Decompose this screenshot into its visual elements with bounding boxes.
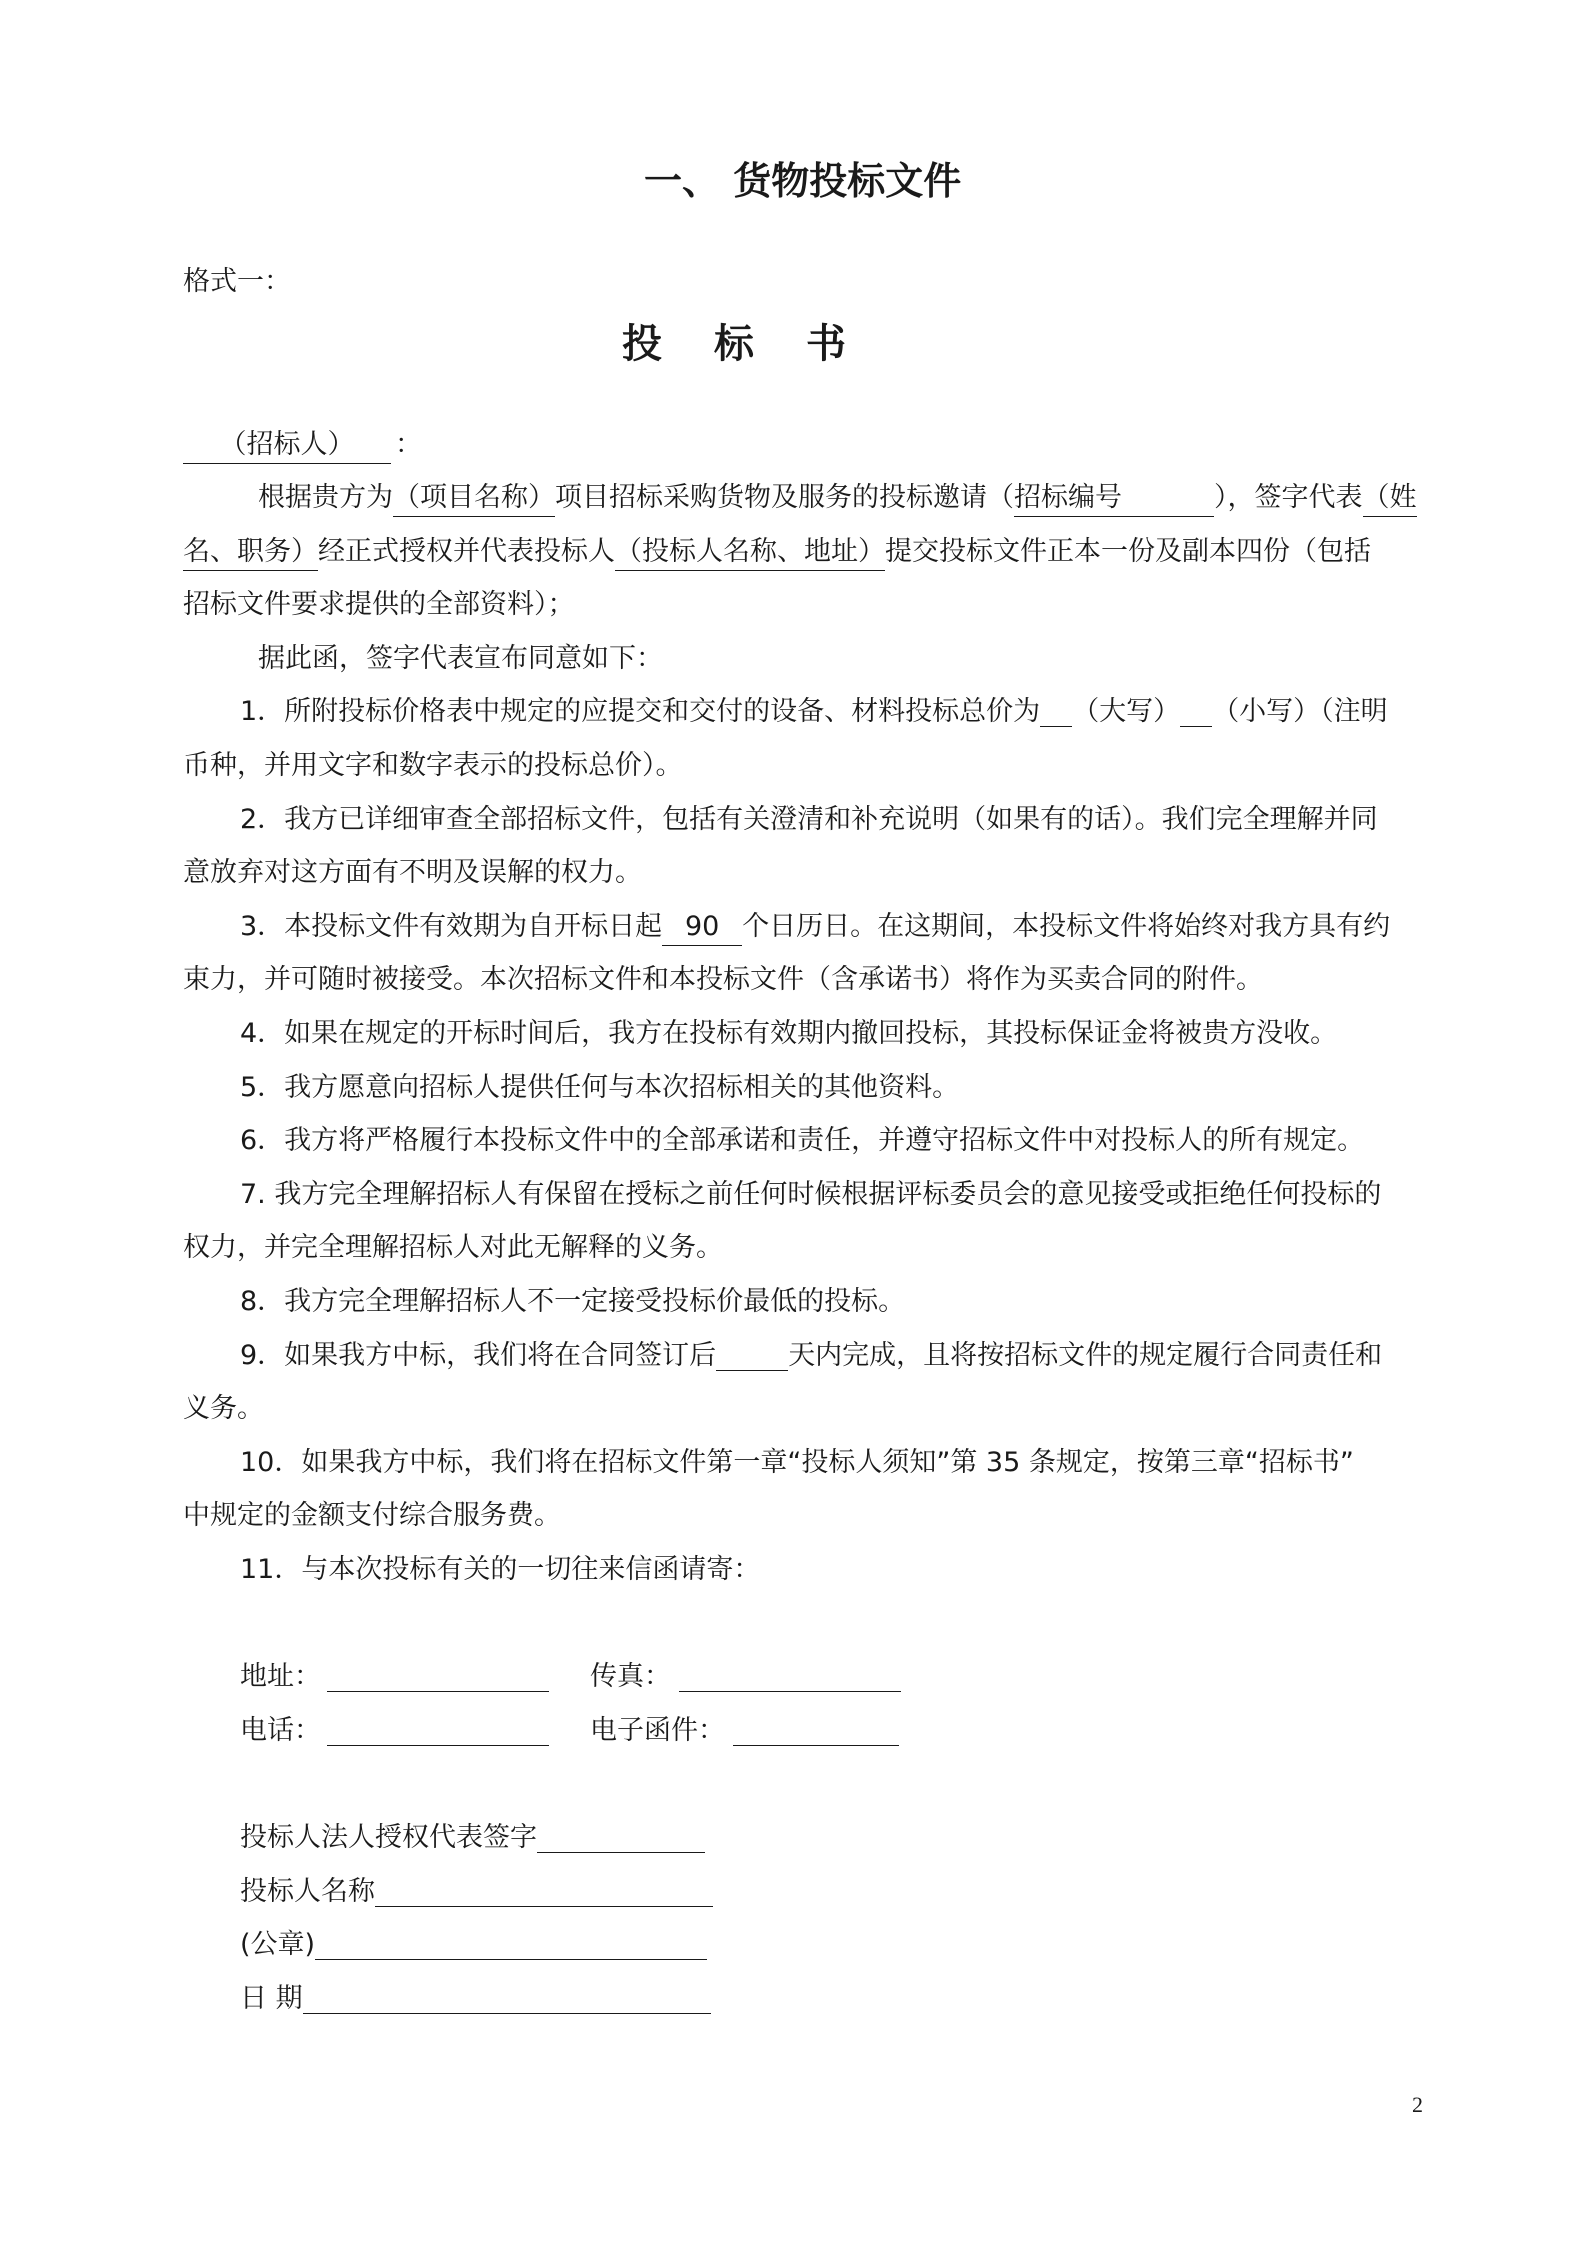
- address-blank: [327, 1657, 549, 1692]
- item-4: 4．如果在规定的开标时间后，我方在投标有效期内撤回投标，其投标保证金将被贵方没收。: [240, 1018, 1338, 1049]
- seal-row: [240, 1925, 707, 1965]
- date-label: 日 期: [240, 1983, 303, 2014]
- intro-line-1: [258, 478, 1417, 518]
- seal-blank: [315, 1925, 707, 1960]
- item-3-line-2: 束力，并可随时被接受。本次招标文件和本投标文件（含承诺书）将作为买卖合同的附件。: [183, 964, 1263, 995]
- address-label: 地址：: [240, 1661, 321, 1692]
- price-figures-blank: [1180, 692, 1212, 727]
- bidder-name-label: 投标人名称: [240, 1876, 375, 1907]
- rep-sign-blank: [537, 1818, 705, 1853]
- intro-line-2: [183, 532, 1371, 572]
- intro-text: ），签字代表: [1214, 482, 1363, 513]
- item-1-line-2: 币种，并用文字和数字表示的投标总价）。: [183, 750, 683, 781]
- item-7-line-2: 权力，并完全理解招标人对此无解释的义务。: [183, 1232, 723, 1263]
- item-2-line-2: 意放弃对这方面有不明及误解的权力。: [183, 857, 642, 888]
- intro-text: 根据贵方为: [258, 482, 393, 513]
- addressee-line: [183, 425, 422, 465]
- phone-blank: [327, 1711, 549, 1746]
- item-text: 1．所附投标价格表中规定的应提交和交付的设备、材料投标总价为: [240, 696, 1041, 727]
- fax-blank: [679, 1657, 901, 1692]
- intro-line-4: 据此函，签字代表宣布同意如下：: [258, 643, 663, 674]
- intro-text: 提交投标文件正本一份及副本四份（包括: [885, 536, 1371, 567]
- bid-number-field: 招标编号: [1014, 478, 1214, 517]
- fax-row: [590, 1657, 901, 1697]
- rep-name-field-a: （姓: [1363, 478, 1417, 517]
- date-blank: [303, 1979, 711, 2014]
- bidder-name-field: （投标人名称、地址）: [615, 532, 885, 571]
- rep-sign-label: 投标人法人授权代表签字: [240, 1822, 537, 1853]
- item-text: 3．本投标文件有效期为自开标日起: [240, 911, 663, 942]
- item-10-line-1: 10．如果我方中标，我们将在招标文件第一章“投标人须知”第 35 条规定，按第三章“招标书”: [240, 1447, 1354, 1478]
- item-1-line-1: [240, 692, 1388, 732]
- item-2-line-1: 2．我方已详细审查全部招标文件，包括有关澄清和补充说明（如果有的话）。我们完全理解并同: [240, 804, 1378, 835]
- email-blank: [733, 1711, 899, 1746]
- rep-name-field-b: 名、职务）: [183, 532, 318, 571]
- item-9-line-2: 义务。: [183, 1393, 264, 1424]
- item-text: （小写）（注明: [1212, 696, 1388, 727]
- intro-line-3: 招标文件要求提供的全部资料）；: [183, 589, 575, 620]
- doc-title: 投标书: [622, 321, 898, 367]
- email-row: [590, 1711, 899, 1751]
- item-8: 8．我方完全理解招标人不一定接受投标价最低的投标。: [240, 1286, 906, 1317]
- item-text: 9．如果我方中标，我们将在合同签订后: [240, 1340, 717, 1371]
- item-7-line-1: 7. 我方完全理解招标人有保留在授标之前任何时候根据评标委员会的意见接受或拒绝任何投标的: [240, 1179, 1382, 1210]
- seal-label: (公章): [240, 1929, 316, 1960]
- item-6: 6．我方将严格履行本投标文件中的全部承诺和责任，并遵守招标文件中对投标人的所有规定。: [240, 1125, 1365, 1156]
- bidder-name-row: [240, 1872, 713, 1912]
- intro-text: 经正式授权并代表投标人: [318, 536, 615, 567]
- item-9-line-1: [240, 1336, 1382, 1376]
- item-3-line-1: [240, 907, 1390, 947]
- price-words-blank: [1040, 692, 1072, 727]
- date-row: [240, 1979, 711, 2019]
- phone-row: [240, 1711, 549, 1751]
- section-title: 一、 货物投标文件: [644, 159, 962, 203]
- item-11: 11．与本次投标有关的一切往来信函请寄：: [240, 1554, 761, 1585]
- phone-label: 电话：: [240, 1715, 321, 1746]
- validity-days-field: 90: [662, 907, 742, 946]
- format-label: 格式一：: [183, 266, 291, 297]
- item-5: 5．我方愿意向招标人提供任何与本次招标相关的其他资料。: [240, 1072, 960, 1103]
- project-name-field: （项目名称）: [393, 478, 555, 517]
- item-text: 天内完成，且将按招标文件的规定履行合同责任和: [788, 1340, 1383, 1371]
- item-10-line-2: 中规定的金额支付综合服务费。: [183, 1500, 561, 1531]
- bidder-name-blank: [375, 1872, 713, 1907]
- completion-days-blank: [716, 1336, 788, 1371]
- page-number: 2: [1412, 2092, 1423, 2117]
- email-label: 电子函件：: [590, 1715, 725, 1746]
- addressee-name: （招标人）: [183, 425, 391, 464]
- item-text: （大写）: [1072, 696, 1181, 727]
- rep-sign-row: [240, 1818, 705, 1858]
- address-row: [240, 1657, 549, 1697]
- item-text: 个日历日。在这期间，本投标文件将始终对我方具有约: [742, 911, 1391, 942]
- fax-label: 传真：: [590, 1661, 671, 1692]
- addressee-colon: ：: [395, 429, 422, 460]
- intro-text: 项目招标采购货物及服务的投标邀请（: [555, 482, 1014, 513]
